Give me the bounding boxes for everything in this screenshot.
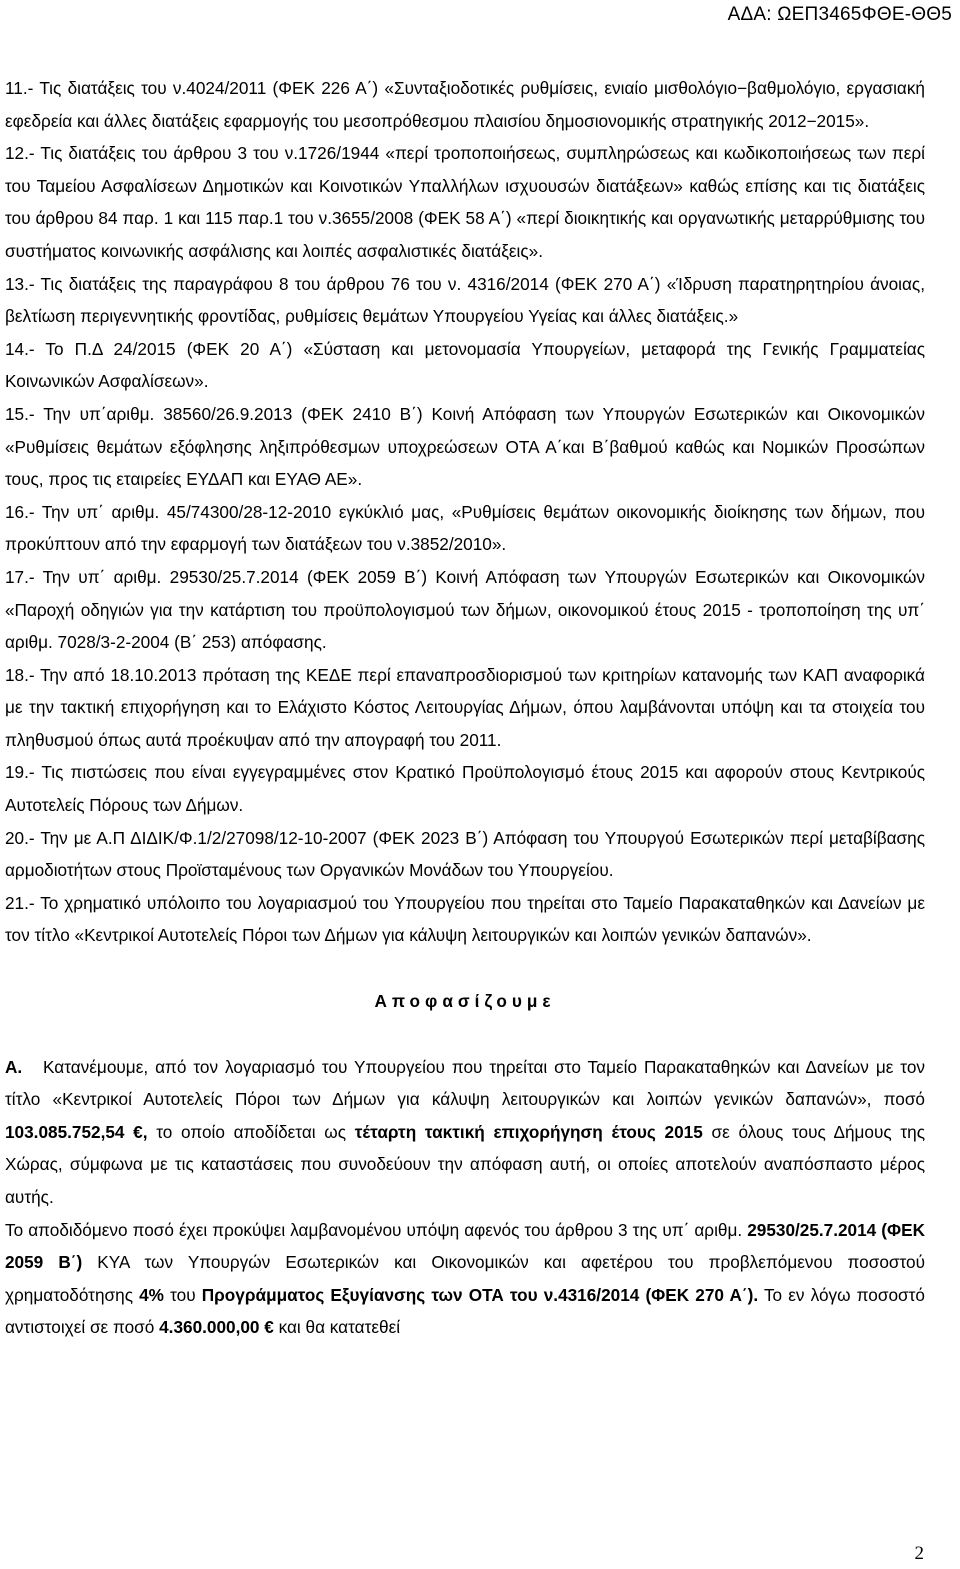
item-15: 15.- Την υπ΄αριθμ. 38560/26.9.2013 (ΦΕΚ 2410 Β΄) Κοινή Απόφαση των Υπουργών Εσωτερικών και Οικονομικών «Ρυθμίσεις θεμάτων εξόφλησης ληξιπρόθεσμων υποχρεώσεων ΟΤΑ Α΄και Β΄βαθμού καθώς και Νομικών Προσώπων τους, προς τις εταιρείες ΕΥΔΑΠ και ΕΥΑΘ ΑΕ». <box>5 403 925 490</box>
paragraph-a-text-2: το οποίο αποδίδεται ως <box>156 1121 346 1142</box>
kya-reference: 29530/25.7.2014 (ΦΕΚ 2059 Β΄) <box>5 1219 925 1273</box>
item-14: 14.- Το Π.Δ 24/2015 (ΦΕΚ 20 Α΄) «Σύσταση και μετονομασία Υπουργείων, μεταφορά της Γενικής Γραμματείας Κοινωνικών Ασφαλίσεων». <box>5 338 925 392</box>
percentage: 4% <box>139 1284 164 1305</box>
item-20: 20.- Την με Α.Π ΔΙΔΙΚ/Φ.1/2/27098/12-10-2007 (ΦΕΚ 2023 Β΄) Απόφαση του Υπουργού Εσωτερικών περί μεταβίβασης αρμοδιοτήτων στους Προϊσταμένους των Οργανικών Μονάδων του Υπουργείου. <box>5 827 925 881</box>
grant-label: τέταρτη τακτική επιχορήγηση έτους 2015 <box>354 1121 703 1142</box>
paragraph-b-text-2: ΚΥΑ των Υπουργών Εσωτερικών και Οικονομικών και αφετέρου του προβλεπόμενου ποσοστού χρηματοδότησης <box>5 1252 926 1305</box>
item-13: 13.- Τις διατάξεις της παραγράφου 8 του άρθρου 76 του ν. 4316/2014 (ΦΕΚ 270 Α΄) «Ίδρυση παρατηρητηρίου άνοιας, βελτίωση περιγεννητικής φροντίδας, ρυθμίσεις θεμάτων Υπουργείου Υγείας και άλλες διατάξεις.» <box>5 273 925 327</box>
paragraph-a-label: Α. <box>5 1056 23 1077</box>
paragraph-b-text-3: του <box>170 1284 196 1305</box>
item-21: 21.- Το χρηματικό υπόλοιπο του λογαριασμού του Υπουργείου που τηρείται στο Ταμείο Παρακαταθηκών και Δανείων με τον τίτλο «Κεντρικοί Αυτοτελείς Πόροι των Δήμων για κάλυψη λειτουργικών και λοιπών γενικών δαπανών». <box>5 892 925 946</box>
item-12: 12.- Τις διατάξεις του άρθρου 3 του ν.1726/1944 «περί τροποποιήσεως, συμπληρώσεως και κωδικοποιήσεως των περί του Ταμείου Ασφαλίσεων Δημοτικών και Κοινοτικών Υπαλλήλων ισχυουσών διατάξεων» καθώς επίσης και τις διατάξεις του άρθρου 84 παρ. 1 και 115 παρ.1 του ν.3655/2008 (ΦΕΚ 58 Α΄) «περί διοικητικής και οργανωτικής μεταρρύθμισης του συστήματος κοινωνικής ασφάλισης και λοιπές ασφαλιστικές διατάξεις». <box>5 143 925 261</box>
item-18: 18.- Την από 18.10.2013 πρόταση της ΚΕΔΕ περί επαναπροσδιορισμού των κριτηρίων κατανομής των ΚΑΠ αναφορικά με την τακτική επιχορήγηση και το Ελάχιστο Κόστος Λειτουργίας Δήμων, όπου λαμβάνονται υπόψη και τα στοιχεία του πληθυσμού όπως αυτά προέκυψαν από την απογραφή του 2011. <box>5 664 925 750</box>
decision-heading: Αποφασίζουμε <box>374 991 556 1012</box>
document-body <box>5 72 925 1344</box>
item-19: 19.- Τις πιστώσεις που είναι εγγεγραμμένες στον Κρατικό Προϋπολογισμό έτους 2015 και αφορούν στους Κεντρικούς Αυτοτελείς Πόρους των Δήμων. <box>5 762 925 816</box>
item-16: 16.- Την υπ΄ αριθμ. 45/74300/28-12-2010 εγκύκλιό μας, «Ρυθμίσεις θεμάτων οικονομικής διοίκησης των δήμων, που προκύπτουν από την εφαρμογή των διατάξεων του ν.3852/2010». <box>5 501 925 555</box>
paragraph-b-text-5: και θα κατατεθεί <box>278 1317 401 1338</box>
page-number: 2 <box>914 1543 924 1564</box>
paragraph-b-text-1: Το αποδιδόμενο ποσό έχει προκύψει λαμβανομένου υπόψη αφενός του άρθρου 3 της υπ΄ αριθμ. <box>5 1219 743 1240</box>
item-11: 11.- Τις διατάξεις του ν.4024/2011 (ΦΕΚ 226 Α΄) «Συνταξιοδοτικές ρυθμίσεις, ενιαίο μισθολόγιο−βαθμολόγιο, εργασιακή εφεδρεία και άλλες διατάξεις εφαρμογής του μεσοπρόθεσμου πλαισίου δημοσιονομικής στρατηγικής 2012−2015». <box>5 78 925 131</box>
item-17: 17.- Την υπ΄ αριθμ. 29530/25.7.2014 (ΦΕΚ 2059 Β΄) Κοινή Απόφαση των Υπουργών Εσωτερικών και Οικονομικών «Παροχή οδηγιών για την κατάρτιση του προϋπολογισμού των δήμων, οικονομικού έτους 2015 - τροποποίηση της υπ΄ αριθμ. 7028/3-2-2004 (Β΄ 253) απόφασης. <box>5 566 925 653</box>
program-reference: Προγράμματος Εξυγίανσης των ΟΤΑ του ν.4316/2014 (ΦΕΚ 270 Α΄). <box>201 1284 759 1305</box>
paragraph-a-text-1: Κατανέμουμε, από τον λογαριασμό του Υπουργείου που τηρείται στο Ταμείο Παρακαταθηκών και Δανείων με τον τίτλο «Κεντρικοί Αυτοτελείς Πόροι των Δήμων για κάλυψη λειτουργικών και λοιπών γενικών δαπανών», ποσό <box>5 1056 926 1110</box>
ada-code: ΑΔΑ: ΩΕΠ3465ΦΘΕ-ΘΘ5 <box>727 4 952 25</box>
paragraph-a <box>5 1051 925 1214</box>
amount: 103.085.752,54 €, <box>5 1121 148 1142</box>
program-amount: 4.360.000,00 € <box>159 1317 274 1338</box>
paragraph-b-text-4: Το εν λόγω ποσοστό αντιστοιχεί σε ποσό <box>5 1284 925 1338</box>
paragraph-b <box>5 1214 925 1344</box>
paragraph-a-text-3: σε όλους τους Δήμους της Χώρας, σύμφωνα με τις καταστάσεις που συνοδεύουν την απόφαση αυτή, οι οποίες αποτελούν αναπόσπαστο μέρος αυτής. <box>5 1121 926 1207</box>
